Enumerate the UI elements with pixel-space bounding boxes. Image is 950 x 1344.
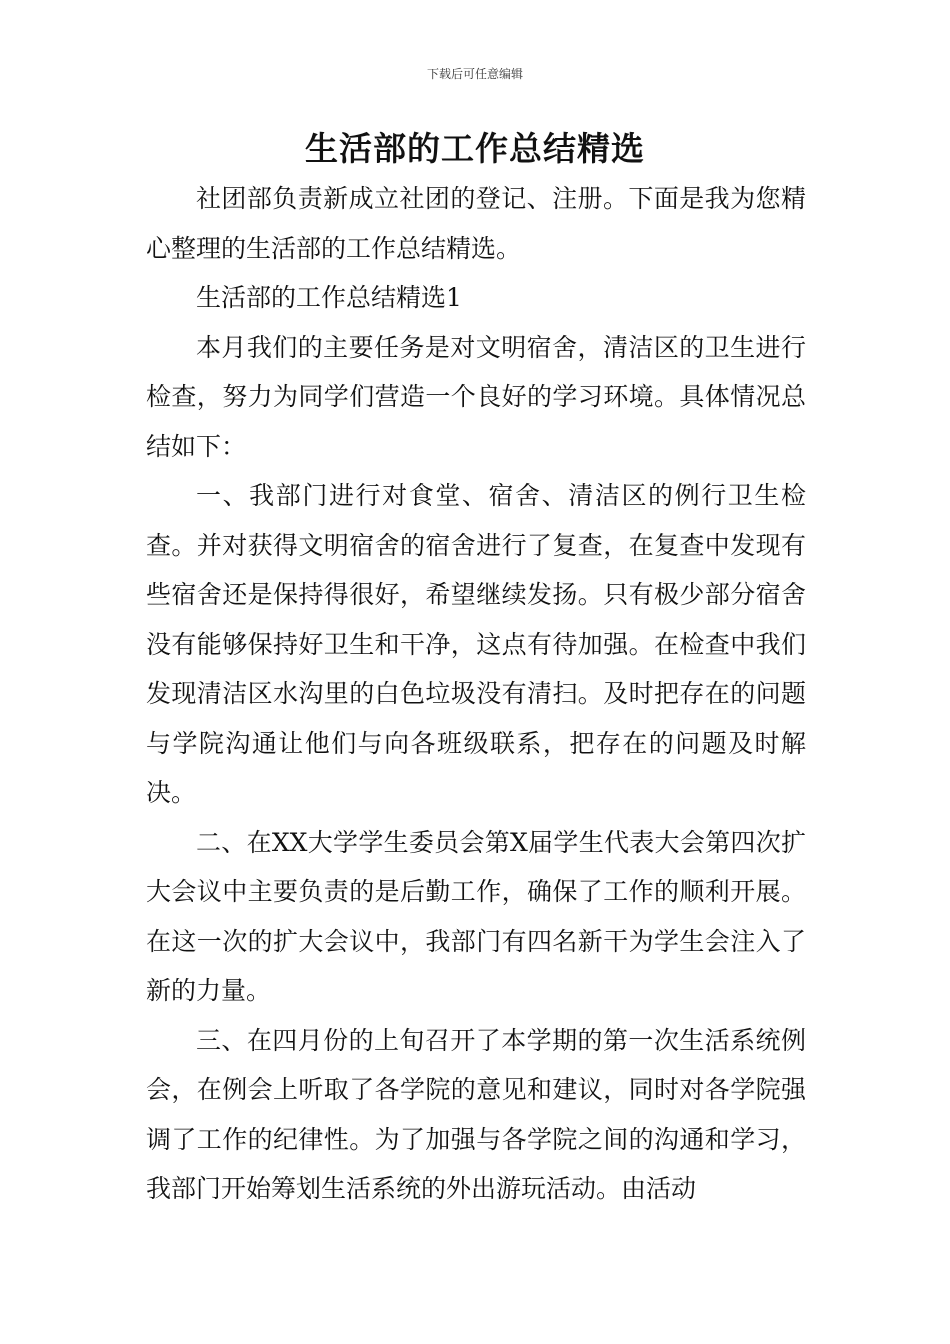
section-heading: 生活部的工作总结精选1	[196, 283, 462, 312]
paragraph-overview: 本月我们的主要任务是对文明宿舍，清洁区的卫生进行检查，努力为同学们营造一个良好的学习环境。具体情况总结如下：	[146, 332, 806, 461]
paragraph-point-three: 三、在四月份的上旬召开了本学期的第一次生活系统例会，在例会上听取了各学院的意见和建议，同时对各学院强调了工作的纪律性。为了加强与各学院之间的沟通和学习，我部门开始筹划生活系统的外出游玩活动。由活动	[146, 1025, 806, 1203]
paragraph-point-two: 二、在XX大学学生委员会第X届学生代表大会第四次扩大会议中主要负责的是后勤工作，确保了工作的顺利开展。在这一次的扩大会议中，我部门有四名新干为学生会注入了新的力量。	[146, 827, 806, 1005]
paragraph-intro: 社团部负责新成立社团的登记、注册。下面是我为您精心整理的生活部的工作总结精选。	[146, 184, 806, 263]
paragraph-point-one: 一、我部门进行对食堂、宿舍、清洁区的例行卫生检查。并对获得文明宿舍的宿舍进行了复查，在复查中发现有些宿舍还是保持得很好，希望继续发扬。只有极少部分宿舍没有能够保持好卫生和干净，这点有待加强。在检查中我们发现清洁区水沟里的白色垃圾没有清扫。及时把存在的问题与学院沟通让他们与向各班级联系，把存在的问题及时解决。	[146, 481, 806, 807]
header-note: 下载后可任意编辑	[426, 67, 523, 81]
document-body	[146, 174, 806, 1214]
document-title: 生活部的工作总结精选	[305, 129, 645, 168]
